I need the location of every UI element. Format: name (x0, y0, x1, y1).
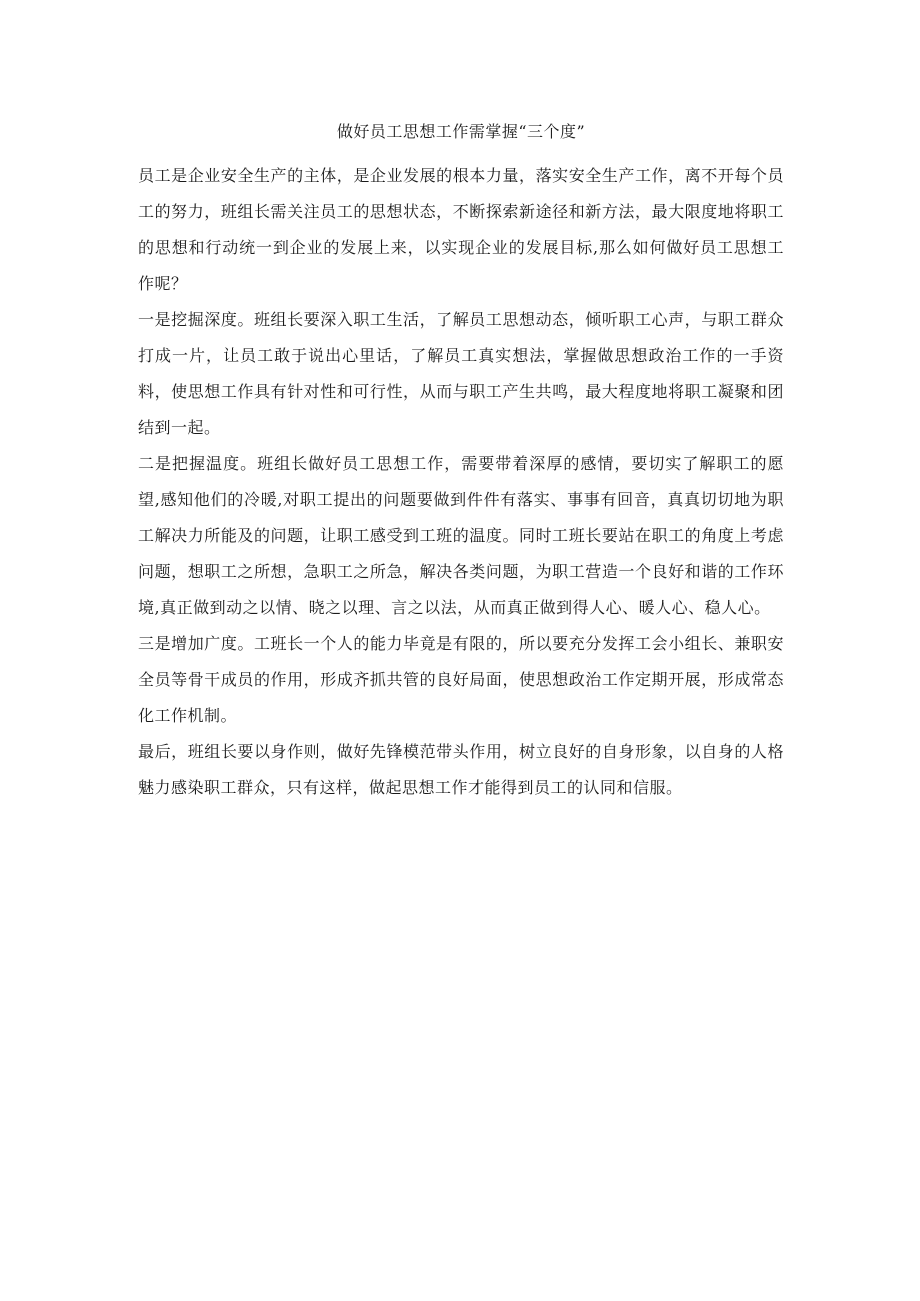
paragraph-intro: 员工是企业安全生产的主体，是企业发展的根本力量，落实安全生产工作，离不开每个员工的努力，班组长需关注员工的思想状态，不断探索新途径和新方法，最大限度地将职工的思想和行动统一到企业的发展上来，以实现企业的发展目标,那么如何做好员工思想工作呢？ (138, 166, 784, 293)
paragraph-breadth: 三是增加广度。工班长一个人的能力毕竟是有限的，所以要充分发挥工会小组长、兼职安全员等骨干成员的作用，形成齐抓共管的良好局面，使思想政治工作定期开展，形成常态化工作机制。 (138, 634, 784, 725)
document-body (138, 120, 784, 806)
paragraph-depth: 一是挖掘深度。班组长要深入职工生活，了解员工思想动态，倾听职工心声，与职工群众打成一片，让员工敢于说出心里话，了解员工真实想法，掌握做思想政治工作的一手资料，使思想工作具有针对性和可行性，从而与职工产生共鸣，最大程度地将职工凝聚和团结到一起。 (138, 310, 784, 437)
paragraph-conclusion: 最后，班组长要以身作则，做好先锋模范带头作用，树立良好的自身形象，以自身的人格魅力感染职工群众，只有这样，做起思想工作才能得到员工的认同和信服。 (138, 742, 784, 797)
document-title: 做好员工思想工作需掌握“三个度” (336, 122, 586, 141)
paragraph-warmth: 二是把握温度。班组长做好员工思想工作，需要带着深厚的感情，要切实了解职工的愿望,感知他们的冷暖,对职工提出的问题要做到件件有落实、事事有回音，真真切切地为职工解决力所能及的问题，让职工感受到工班的温度。同时工班长要站在职工的角度上考虑问题，想职工之所想，急职工之所急，解决各类问题，为职工营造一个良好和谐的工作环境,真正做到动之以情、晓之以理、言之以法，从而真正做到得人心、暖人心、稳人心。 (138, 454, 784, 617)
